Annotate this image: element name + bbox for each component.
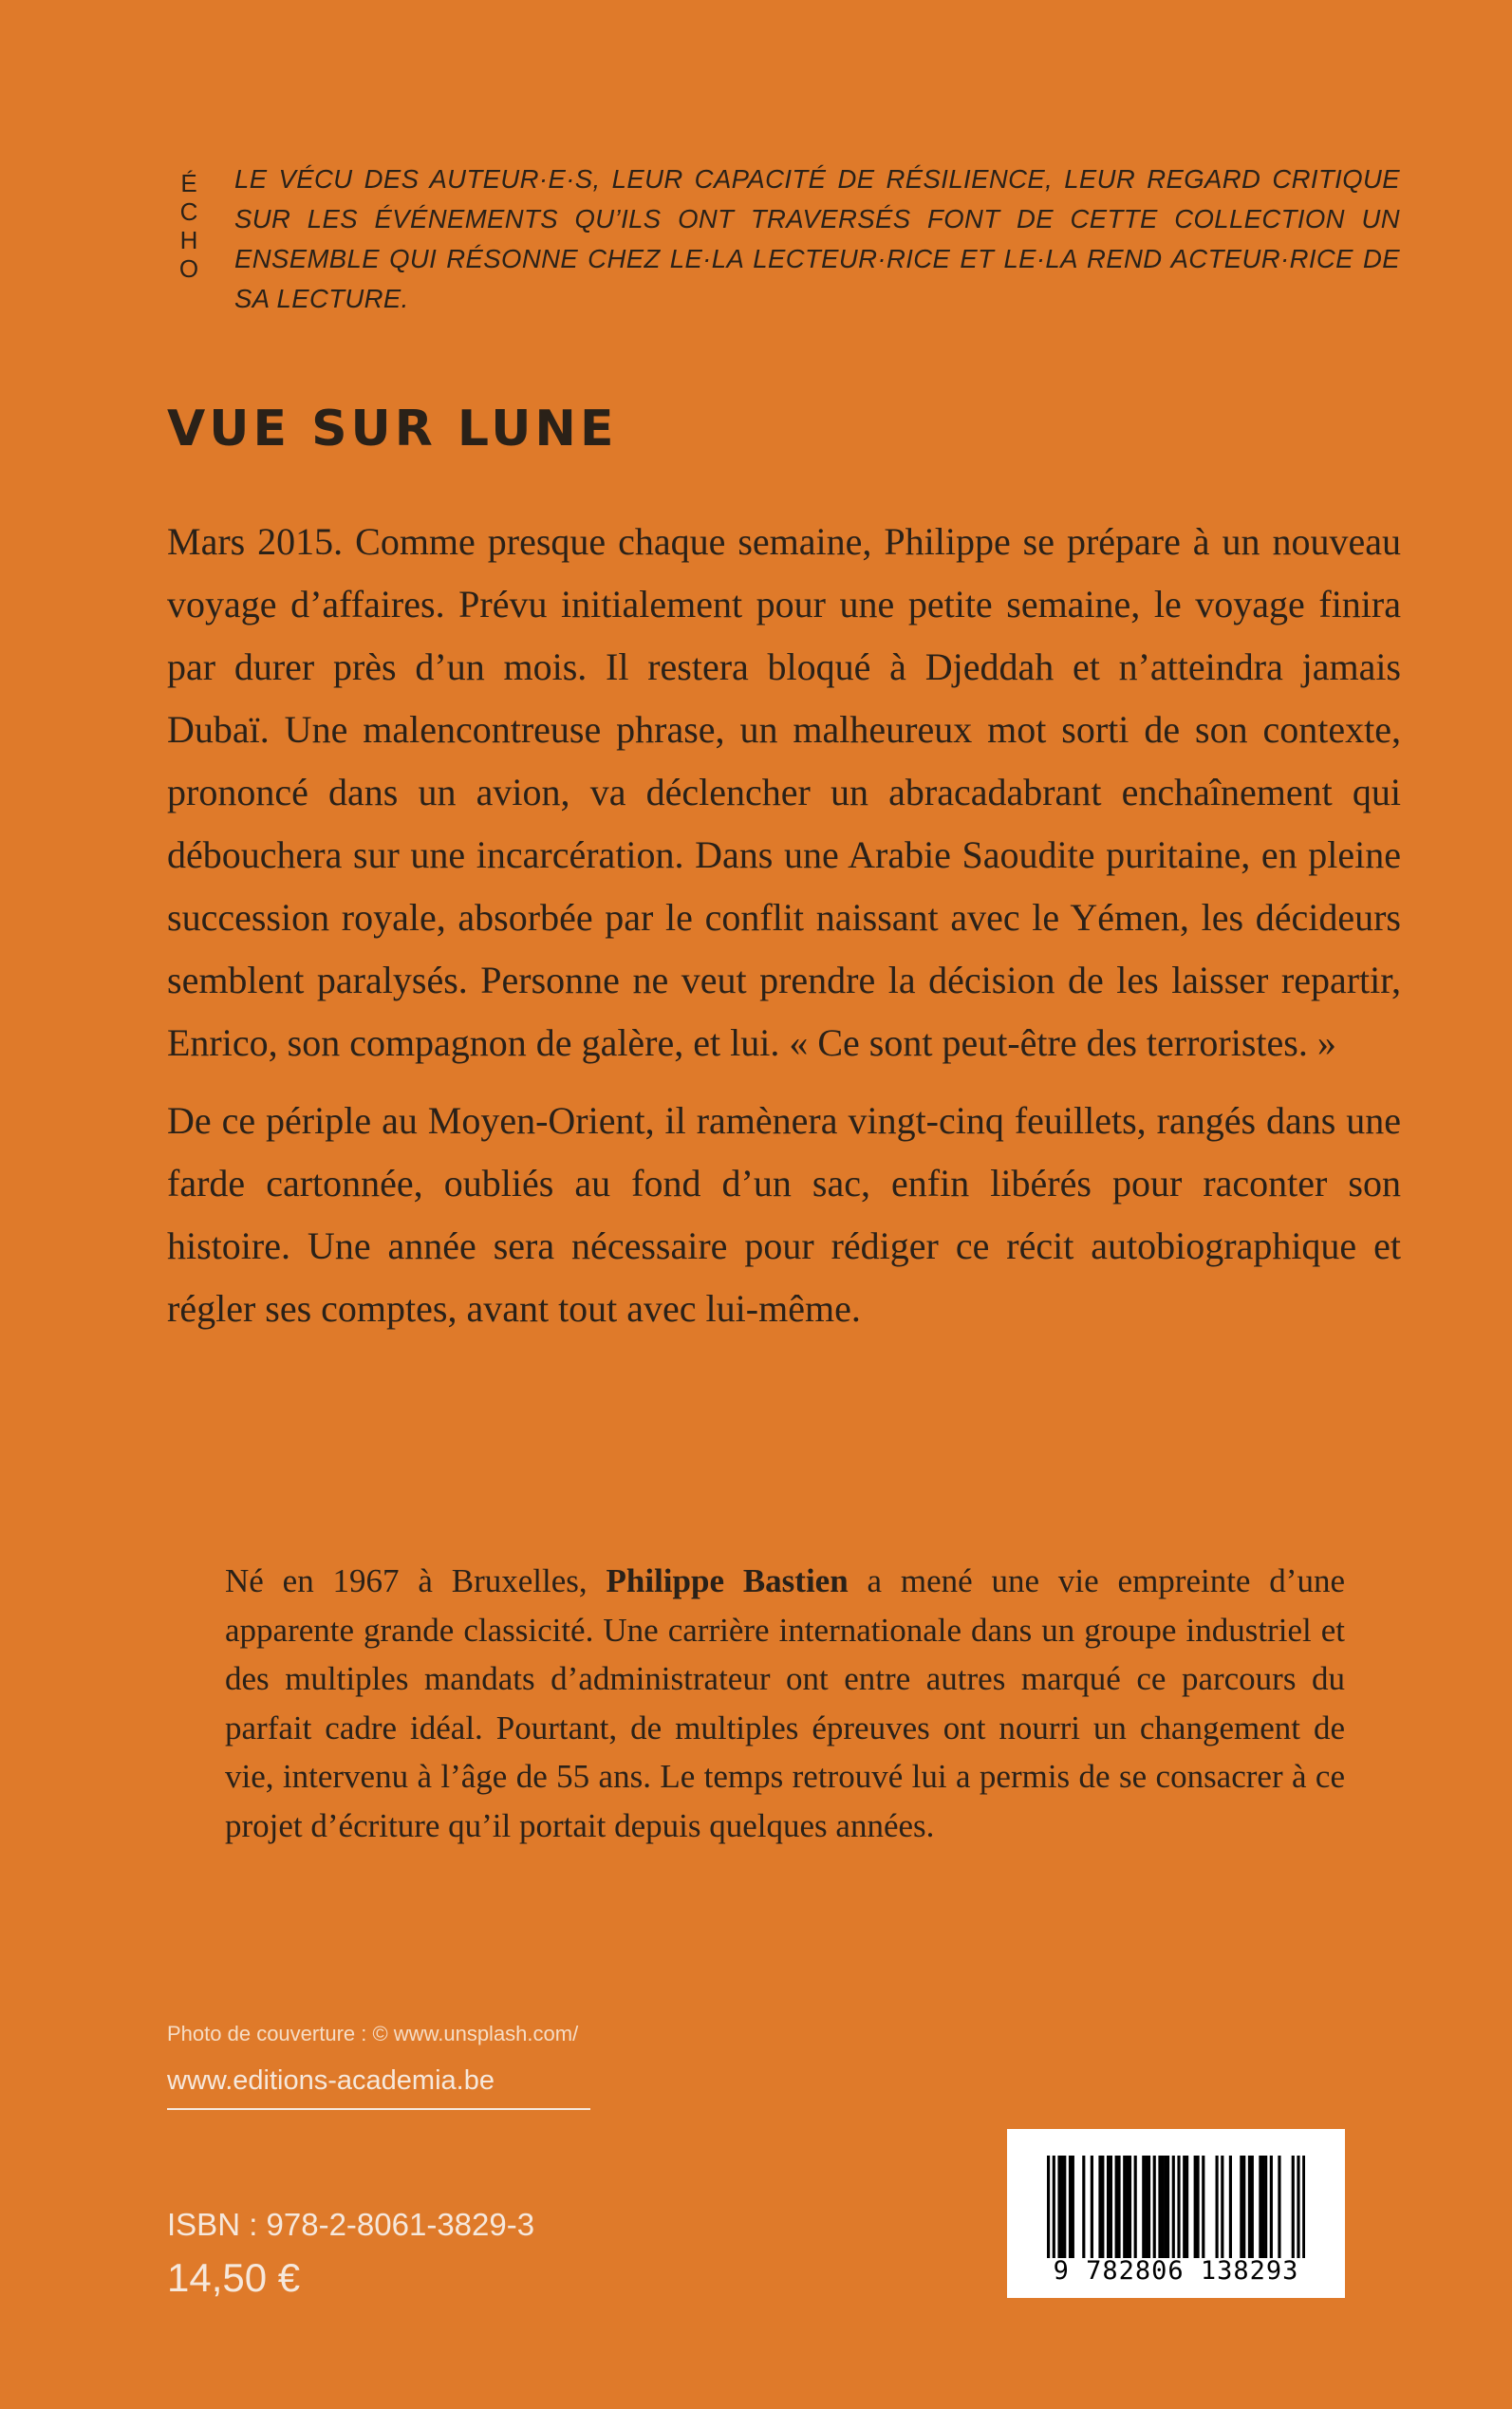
barcode-bar <box>1240 2156 1242 2258</box>
barcode-bar <box>1148 2156 1150 2258</box>
barcode-bar <box>1167 2156 1169 2258</box>
collection-letter: É <box>180 169 201 197</box>
barcode-bar <box>1129 2156 1131 2258</box>
barcode-bar <box>1177 2156 1180 2258</box>
barcode-bar <box>1158 2156 1161 2258</box>
barcode-bar <box>1091 2156 1093 2258</box>
barcode-bar <box>1202 2156 1204 2258</box>
barcode-bar <box>1183 2156 1185 2258</box>
barcode-bar <box>1072 2156 1074 2258</box>
photo-credit: Photo de couverture : © www.unsplash.com/ <box>167 2022 579 2045</box>
book-summary <box>167 511 1401 1355</box>
barcode-bar <box>1161 2156 1164 2258</box>
barcode-bar <box>1259 2156 1261 2258</box>
barcode-bar <box>1194 2156 1197 2258</box>
barcode-bar <box>1196 2156 1199 2258</box>
barcode-bar <box>1172 2156 1175 2258</box>
collection-name-vertical <box>177 169 205 283</box>
collection-letter: O <box>178 254 203 283</box>
barcode-bar <box>1261 2156 1264 2258</box>
barcode-bar <box>1251 2156 1254 2258</box>
barcode-bars <box>1047 2156 1305 2258</box>
barcode-bar <box>1069 2156 1072 2258</box>
barcode-bar <box>1053 2156 1055 2258</box>
barcode-bar <box>1126 2156 1129 2258</box>
summary-paragraph: De ce périple au Moyen-Orient, il ramènera vingt-cinq feuillets, rangés dans une farde cartonnée, oubliés au fond d’un sac, enfin libérés pour raconter son histoire. Une année sera nécessaire pour rédiger ce récit autobiographique et régler ses comptes, avant tout avec lui-même. <box>167 1099 1401 1330</box>
barcode-bar <box>1153 2156 1156 2258</box>
price: 14,50 € <box>167 2255 301 2300</box>
barcode-bar <box>1117 2156 1120 2258</box>
barcode-bar <box>1047 2156 1050 2258</box>
barcode-bar <box>1082 2156 1085 2258</box>
barcode-bar <box>1110 2156 1112 2258</box>
barcode-bar <box>1107 2156 1110 2258</box>
barcode-bar <box>1098 2156 1101 2258</box>
barcode-bar <box>1297 2156 1299 2258</box>
author-bio-text: a mené une vie empreinte d’une apparente grande classicité. Une carrière internationale dans un groupe industriel et des multiples mandats d’administrateur ont entre autres marqué ce parcours du parfait cadre idéal. Pourtant, de multiples épreuves ont nourri un changement de vie, intervenu à l’âge de 55 ans. Le temps retrouvé lui a permis de se consacrer à ce projet d’écriture qu’il portait depuis quelques années. <box>225 1562 1346 1844</box>
barcode-bar <box>1221 2156 1223 2258</box>
barcode-bar <box>1123 2156 1126 2258</box>
barcode-bar <box>1292 2156 1295 2258</box>
barcode-bar <box>1242 2156 1245 2258</box>
barcode-bar <box>1185 2156 1188 2258</box>
barcode-bar <box>1115 2156 1118 2258</box>
barcode-bar <box>1248 2156 1251 2258</box>
barcode-bar <box>1145 2156 1148 2258</box>
isbn: ISBN : 978-2-8061-3829-3 <box>167 2207 535 2242</box>
summary-paragraph: Mars 2015. Comme presque chaque semaine, Philippe se prépare à un nouveau voyage d’affaires. Prévu initialement pour une petite semaine, le voyage finira par durer près d’un mois. Il restera bloqué à Djeddah et n’atteindra jamais Dubaï. Une malencontreuse phrase, un malheureux mot sorti de son contexte, prononcé dans un avion, va déclencher un abracadabrant enchaînement qui débouchera sur une incarcération. Dans une Arabie Saoudite puritaine, en pleine succession royale, absorbée par le conflit naissant avec le Yémen, les décideurs semblent paralysés. Personne ne veut prendre la décision de les laisser repartir, Enrico, son compagnon de galère, et lui. « Ce sont peut-être des terroristes. » <box>167 520 1401 1064</box>
collection-letter: C <box>179 197 202 226</box>
author-bio <box>225 1557 1345 1850</box>
publisher-website: www.editions-academia.be <box>167 2065 590 2110</box>
barcode-bar <box>1302 2156 1305 2258</box>
barcode-bar <box>1063 2156 1066 2258</box>
barcode-bar <box>1229 2156 1232 2258</box>
book-title: VUE SUR LUNE <box>167 401 618 458</box>
author-name: Philippe Bastien <box>606 1562 849 1599</box>
barcode <box>1007 2129 1345 2298</box>
collection-blurb: LE VÉCU DES AUTEUR·E·S, LEUR CAPACITÉ DE RÉSILIENCE, LEUR REGARD CRITIQUE SUR LES ÉVÉNEMENTS QU’ILS ONT TRAVERSÉS FONT DE CETTE COLLECTION UN ENSEMBLE QUI RÉSONNE CHEZ LE·LA LECTEUR·RICE ET LE·LA REND ACTEUR·RICE DE SA LECTURE. <box>234 164 1400 313</box>
barcode-bar <box>1278 2156 1280 2258</box>
barcode-bar <box>1060 2156 1063 2258</box>
barcode-bar <box>1057 2156 1060 2258</box>
barcode-digits: 9 782806 138293 <box>1053 2256 1299 2286</box>
barcode-bar <box>1101 2156 1104 2258</box>
barcode-bar <box>1142 2156 1145 2258</box>
barcode-bar <box>1270 2156 1273 2258</box>
barcode-bar <box>1164 2156 1167 2258</box>
barcode-bar <box>1134 2156 1137 2258</box>
author-bio-intro: Né en 1967 à Bruxelles, <box>225 1562 607 1599</box>
barcode-bar <box>1216 2156 1219 2258</box>
barcode-bar <box>1264 2156 1267 2258</box>
collection-letter: H <box>179 226 202 254</box>
